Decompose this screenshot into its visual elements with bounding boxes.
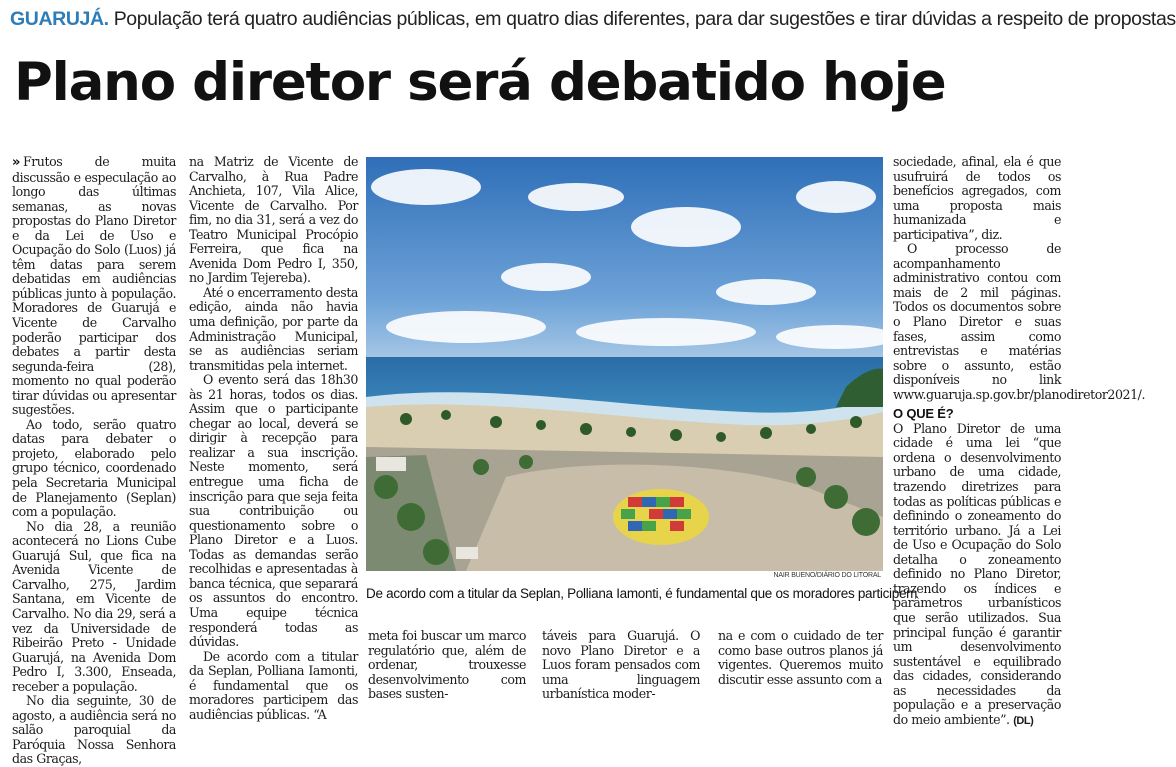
sidebar-box-text: O Plano Diretor de uma cidade é uma lei “que ordena o desenvolvimento urbano de uma cidade, trazendo diretrizes para todas as políticas públicas e definindo o zoneamento do território urbano. Já a Lei de Uso e Ocupação do Solo detalha o zoneamento definido no Plano Diretor, trazendo os índices e parâmetros urbanísticos que serão utilizados. Sua principal função é garantir um desenvolvimento sustentável e equilibrado das cidades, considerando as necessidades da população e a preservação do meio ambiente”. (DL) — [893, 420, 1061, 727]
article-paragraph: sociedade, afinal, ela é que usufruirá de todos os benefícios agregados, com uma proposta mais humanizada e participativa”, diz. — [893, 154, 1061, 242]
article-column-3 — [368, 629, 526, 704]
article-column-2 — [189, 154, 358, 722]
article-paragraph: táveis para Guarujá. O novo Plano Diretor e a Luos foram pensados com uma linguagem urbanística moder- — [542, 628, 700, 702]
article-column-4 — [542, 629, 700, 704]
kicker-text: População terá quatro audiências públicas, em quatro dias diferentes, para dar sugestões e tirar dúvidas a respeito de propostas — [113, 8, 1176, 30]
article-column-6 — [893, 154, 1146, 727]
article-paragraph: na e com o cuidado de ter como base outros planos já vigentes. Queremos muito discutir esse assunto com a — [718, 628, 883, 687]
article-paragraph: O processo de acompanhamento administrativo contou com mais de 2 mil páginas. Todos os documentos sobre o Plano Diretor e suas fases, assim como entrevistas e matérias sobre o assunto, estão disponíveis no link www.guaruja.sp.gov.br/planodiretor2021/. — [893, 241, 1146, 402]
article-paragraph: » Frutos de muita discussão e especulação ao longo das últimas semanas, as novas propostas do Plano Diretor e da Lei de Uso e Ocupação do Solo (Luos) já têm datas para serem debatidas em audiências públicas junto à população. Moradores de Guarujá e Vicente de Carvalho poderão participar dos debates a partir desta segunda-feira (28), momento no qual poderão tirar dúvidas ou apresentar sugestões. — [12, 154, 176, 418]
kicker-tag: GUARUJÁ. — [10, 8, 109, 30]
headline: Plano diretor será debatido hoje — [14, 52, 946, 113]
photo-credit: NAIR BUENO/DIÁRIO DO LITORAL — [773, 572, 881, 579]
article-paragraph: No dia seguinte, 30 de agosto, a audiência será no salão paroquial da Paróquia Nossa Senhora das Graças, — [12, 693, 176, 767]
beach-aerial-image — [366, 157, 883, 571]
article-paragraph: Até o encerramento desta edição, ainda não havia uma definição, por parte da Administração Municipal, se as audiências seriam transmitidas pela internet. — [189, 284, 358, 373]
article-paragraph: O evento será das 18h30 às 21 horas, todos os dias. Assim que o participante chegar ao local, deverá se dirigir à recepção para realizar a sua inscrição. Neste momento, será entregue uma ficha de inscrição para que seja feita sua contribuição ou questionamento sobre o Plano Diretor e a Luos. Todas as demandas serão recolhidas e apresentadas à banca técnica, que separará os assuntos do encontro. Uma equipe técnica responderá todas as dúvidas. — [189, 372, 358, 650]
article-paragraph: Ao todo, serão quatro datas para debater o projeto, elaborado pelo grupo técnico, coordenado pela Secretaria Municipal de Planejamento (Seplan) com a população. — [12, 416, 176, 520]
article-paragraph: meta foi buscar um marco regulatório que, além de ordenar, trouxesse desenvolvimento com bases susten- — [368, 628, 526, 702]
article-paragraph: na Matriz de Vicente de Carvalho, à Rua Padre Anchieta, 107, Vila Alice, Vicente de Carvalho. Por fim, no dia 31, será a vez do Teatro Municipal Procópio Ferreira, que fica na Avenida Dom Pedro I, 350, no Jardim Tejereba). — [189, 154, 358, 286]
article-paragraph: De acordo com a titular da Seplan, Polliana Iamonti, é fundamental que os moradores participem das audiências públicas. “A — [189, 648, 358, 722]
kicker-line — [10, 4, 1176, 34]
lead-marker-icon: » — [12, 155, 20, 170]
sidebar-box-heading: O QUE É? — [893, 406, 954, 422]
article-paragraph: No dia 28, a reunião acontecerá no Lions Cube Guarujá Sul, que fica na Avenida Vicente de Carvalho, 275, Jardim Santana, em Vicente de Carvalho. No dia 29, será a vez da Universidade de Ribeirão Preto - Unidade Guarujá, na Avenida Dom Pedro I, 3.300, Enseada, receber a população. — [12, 518, 176, 694]
article-column-5 — [718, 629, 883, 704]
photo-caption: De acordo com a titular da Seplan, Polliana Iamonti, é fundamental que os moradores participem — [366, 586, 918, 601]
beach-photo — [366, 157, 883, 571]
author-signature: (DL) — [1013, 714, 1034, 727]
article-column-1 — [12, 154, 176, 767]
